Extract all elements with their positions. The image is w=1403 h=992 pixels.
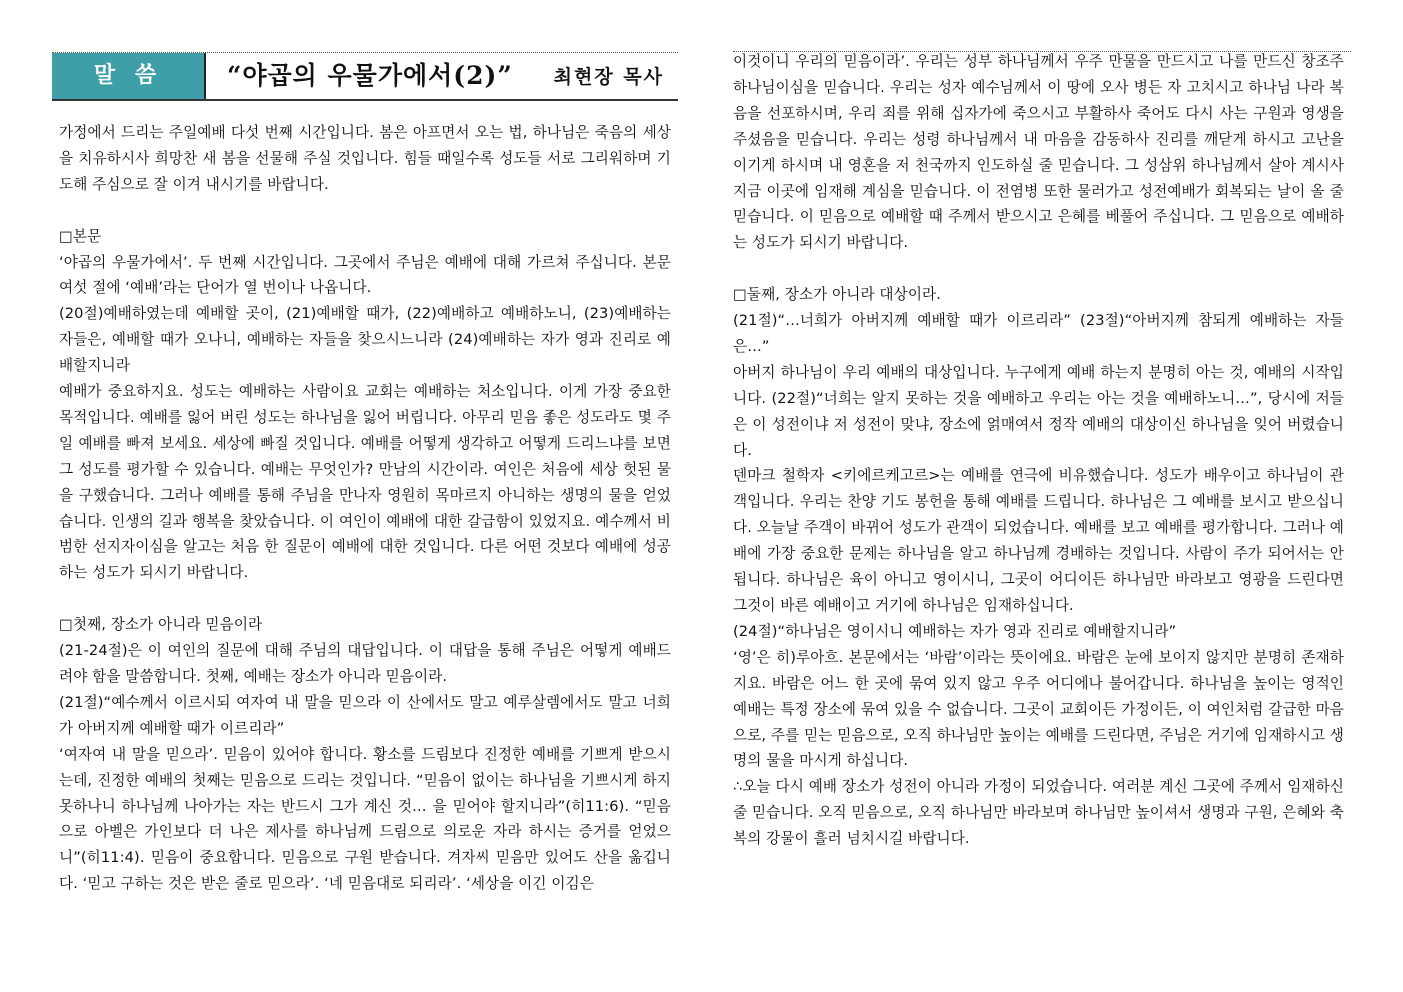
body-paragraph: (21절)“예수께서 이르시되 여자여 내 말을 믿으라 이 산에서도 말고 예루살렘에서도 말고 너희가 아버지께 예배할 때가 이르리라”: [59, 693, 671, 737]
paragraph-gap: [59, 586, 671, 612]
intro-paragraph: 가정에서 드리는 주일예배 다섯 번째 시간입니다. 봄은 아프면서 오는 법, 하나님은 죽음의 세상을 치유하시사 희망찬 새 봄을 선물해 주실 것입니다. 힘들 때일수록 성도들 서로 그리워하며 기도해 주심으로 잘 이겨 내시기를 바랍니다.: [59, 124, 671, 193]
sermon-author: 최현장 목사: [553, 66, 664, 88]
paragraph-gap: [59, 198, 671, 224]
body-paragraph: (21-24절)은 이 여인의 질문에 대해 주님의 대답입니다. 이 대답을 통해 주님은 어떻게 예배드려야 함을 말씀합니다. 첫째, 예배는 장소가 아니라 믿음이라.: [59, 642, 671, 685]
right-column: [733, 49, 1344, 852]
body-paragraph: (24절)“하나님은 영이시니 예배하는 자가 영과 진리로 예배할지니라”: [733, 622, 1177, 640]
body-paragraph: 덴마크 철학자 <키에르케고르>는 예배를 연극에 비유했습니다. 성도가 배우이고 하나님이 관객입니다. 우리는 찬양 기도 봉헌을 통해 예배를 드립니다. 하나님은 그 예배를 보시고 받으십니다. 오늘날 주객이 바뀌어 성도가 관객이 되었습니다. 예배를 보고 예배를 평가합니다. 그러나 예배에 가장 중요한 문제는 하나님을 알고 하나님께 경배하는 것입니다. 사람이 주가 되어서는 안됩니다. 하나님은 육이 아니고 영이시니, 그곳이 어디이든 하나님만 바라보고 영광을 드린다면 그것이 바른 예배이고 거기에 하나님은 임재하십니다.: [733, 467, 1344, 615]
body-paragraph: (20절)예배하였는데 예배할 곳이, (21)예배할 때가, (22)예배하고 예배하노니, (23)예배하는 자들은, 예배할 때가 오나니, 예배하는 자들을 찾으시느니라 (24)예배하는 자가 영과 진리로 예배할지니라: [59, 305, 671, 375]
body-paragraph: 예배가 중요하지요. 성도는 예배하는 사람이요 교회는 예배하는 처소입니다. 이게 가장 중요한 목적입니다. 예배를 잃어 버린 성도는 하나님을 잃어 버립니다. 아무리 믿음 좋은 성도라도 몇 주일 예배를 빠져 보세요. 세상에 빠질 것입니다. 예배를 어떻게 생각하고 어떻게 드리느냐를 보면 그 성도를 평가할 수 있습니다. 예배는 무엇인가? 만남의 시간이라. 여인은 처음에 세상 헛된 물을 구했습니다. 그러나 예배를 통해 주님을 만나자 영원히 목마르지 아니하는 생명의 물을 얻었습니다. 인생의 길과 행복을 찾았습니다. 이 여인이 예배에 대한 갈급함이 있었지요. 예수께서 비범한 선지자이심을 알고는 처음 한 질문이 예배에 대한 것입니다. 다른 어떤 것보다 예배에 성공하는 성도가 되시기 바랍니다.: [59, 383, 671, 582]
paragraph-gap: [733, 256, 1344, 282]
section-heading-second: □둘째, 장소가 아니라 대상이라.: [733, 286, 941, 304]
body-paragraph: ‘영’은 히)루아흐. 본문에서는 ‘바람’이라는 뜻이에요. 바람은 눈에 보이지 않지만 분명히 존재하지요. 바람은 어느 한 곳에 묶여 있지 않고 우주 어디에나 불어갑니다. 하나님을 높이는 영적인 예배는 특정 장소에 묶여 있을 수 없습니다. 그곳이 교회이든 가정이든, 이 여인처럼 갈급한 마음으로, 주를 믿는 믿음으로, 오직 하나님만 높이는 예배를 드린다면, 주님은 거기에 임재하시고 생명의 물을 마시게 하십니다.: [733, 648, 1344, 770]
body-paragraph: (21절)“…너희가 아버지께 예배할 때가 이르리라” (23절)“아버지께 참되게 예배하는 자들은…”: [733, 312, 1344, 355]
section-heading-first: □첫째, 장소가 아니라 믿음이라: [59, 616, 263, 634]
left-column: [59, 120, 671, 897]
section-label: 말 씀: [52, 53, 204, 99]
closing-paragraph: ∴오늘 다시 예배 장소가 성전이 아니라 가정이 되었습니다. 여러분 계신 그곳에 주께서 임재하신 줄 믿습니다. 오직 믿음으로, 오직 하나님만 바라보며 하나님만 높이셔서 생명과 구원, 은혜와 축복의 강물이 흘러 넘치시길 바랍니다.: [733, 778, 1344, 848]
body-paragraph: ‘야곱의 우물가에서’. 두 번째 시간입니다. 그곳에서 주님은 예배에 대해 가르쳐 주십니다. 본문 여섯 절에 ‘예배’라는 단어가 열 번이나 나옵니다.: [59, 253, 671, 297]
section-heading-text: □본문: [59, 227, 102, 245]
body-paragraph: ‘여자여 내 말을 믿으라’. 믿음이 있어야 합니다. 황소를 드림보다 진정한 예배를 기쁘게 받으시는데, 진정한 예배의 첫째는 믿음으로 드리는 것입니다. “믿음이 없이는 하나님을 기쁘시게 하지 못하나니 하나님께 나아가는 자는 반드시 그가 계신 것… 을 믿어야 할지니라”(히11:6). “믿음으로 아벨은 가인보다 더 나은 제사를 하나님께 드림으로 의로운 자라 하시는 증거를 얻었으니”(히11:4). 믿음이 중요합니다. 믿음으로 구원 받습니다. 겨자씨 믿음만 있어도 산을 옮깁니다. ‘믿고 구하는 것은 받은 줄로 믿으라’. ‘네 믿음대로 되리라’. ‘세상을 이긴 이김은: [59, 745, 671, 893]
sermon-header: [52, 52, 678, 101]
sermon-title: “야곱의 우물가에서(2)”: [227, 61, 513, 90]
body-paragraph: 아버지 하나님이 우리 예배의 대상입니다. 누구에게 예배 하는지 분명히 아는 것, 예배의 시작입니다. (22절)“너희는 알지 못하는 것을 예배하고 우리는 아는 것을 예배하노니…”, 당시에 저들은 이 성전이냐 저 성전이 맞냐, 장소에 얽매여서 정작 예배의 대상이신 하나님을 잊어 버렸습니다.: [733, 363, 1344, 459]
body-paragraph: 이것이니 우리의 믿음이라’. 우리는 성부 하나님께서 우주 만물을 만드시고 나를 만드신 창조주 하나님이심을 믿습니다. 우리는 성자 예수님께서 이 땅에 오사 병든 자 고치시고 하나님 나라 복음을 선포하시며, 우리 죄를 위해 십자가에 죽으시고 부활하사 죽어도 다시 사는 구원과 영생을 주셨음을 믿습니다. 우리는 성령 하나님께서 내 마음을 감동하사 진리를 깨닫게 하시고 고난을 이기게 하시며 내 영혼을 저 천국까지 인도하실 줄 믿습니다. 그 성삼위 하나님께서 살아 계시사 지금 이곳에 임재해 계심을 믿습니다. 이 전염병 또한 물러가고 성전예배가 회복되는 날이 올 줄 믿습니다. 이 믿음으로 예배할 때 주께서 받으시고 은혜를 베풀어 주십니다. 그 믿음으로 예배하는 성도가 되시기 바랍니다.: [733, 53, 1344, 252]
header-divider: [204, 53, 206, 99]
